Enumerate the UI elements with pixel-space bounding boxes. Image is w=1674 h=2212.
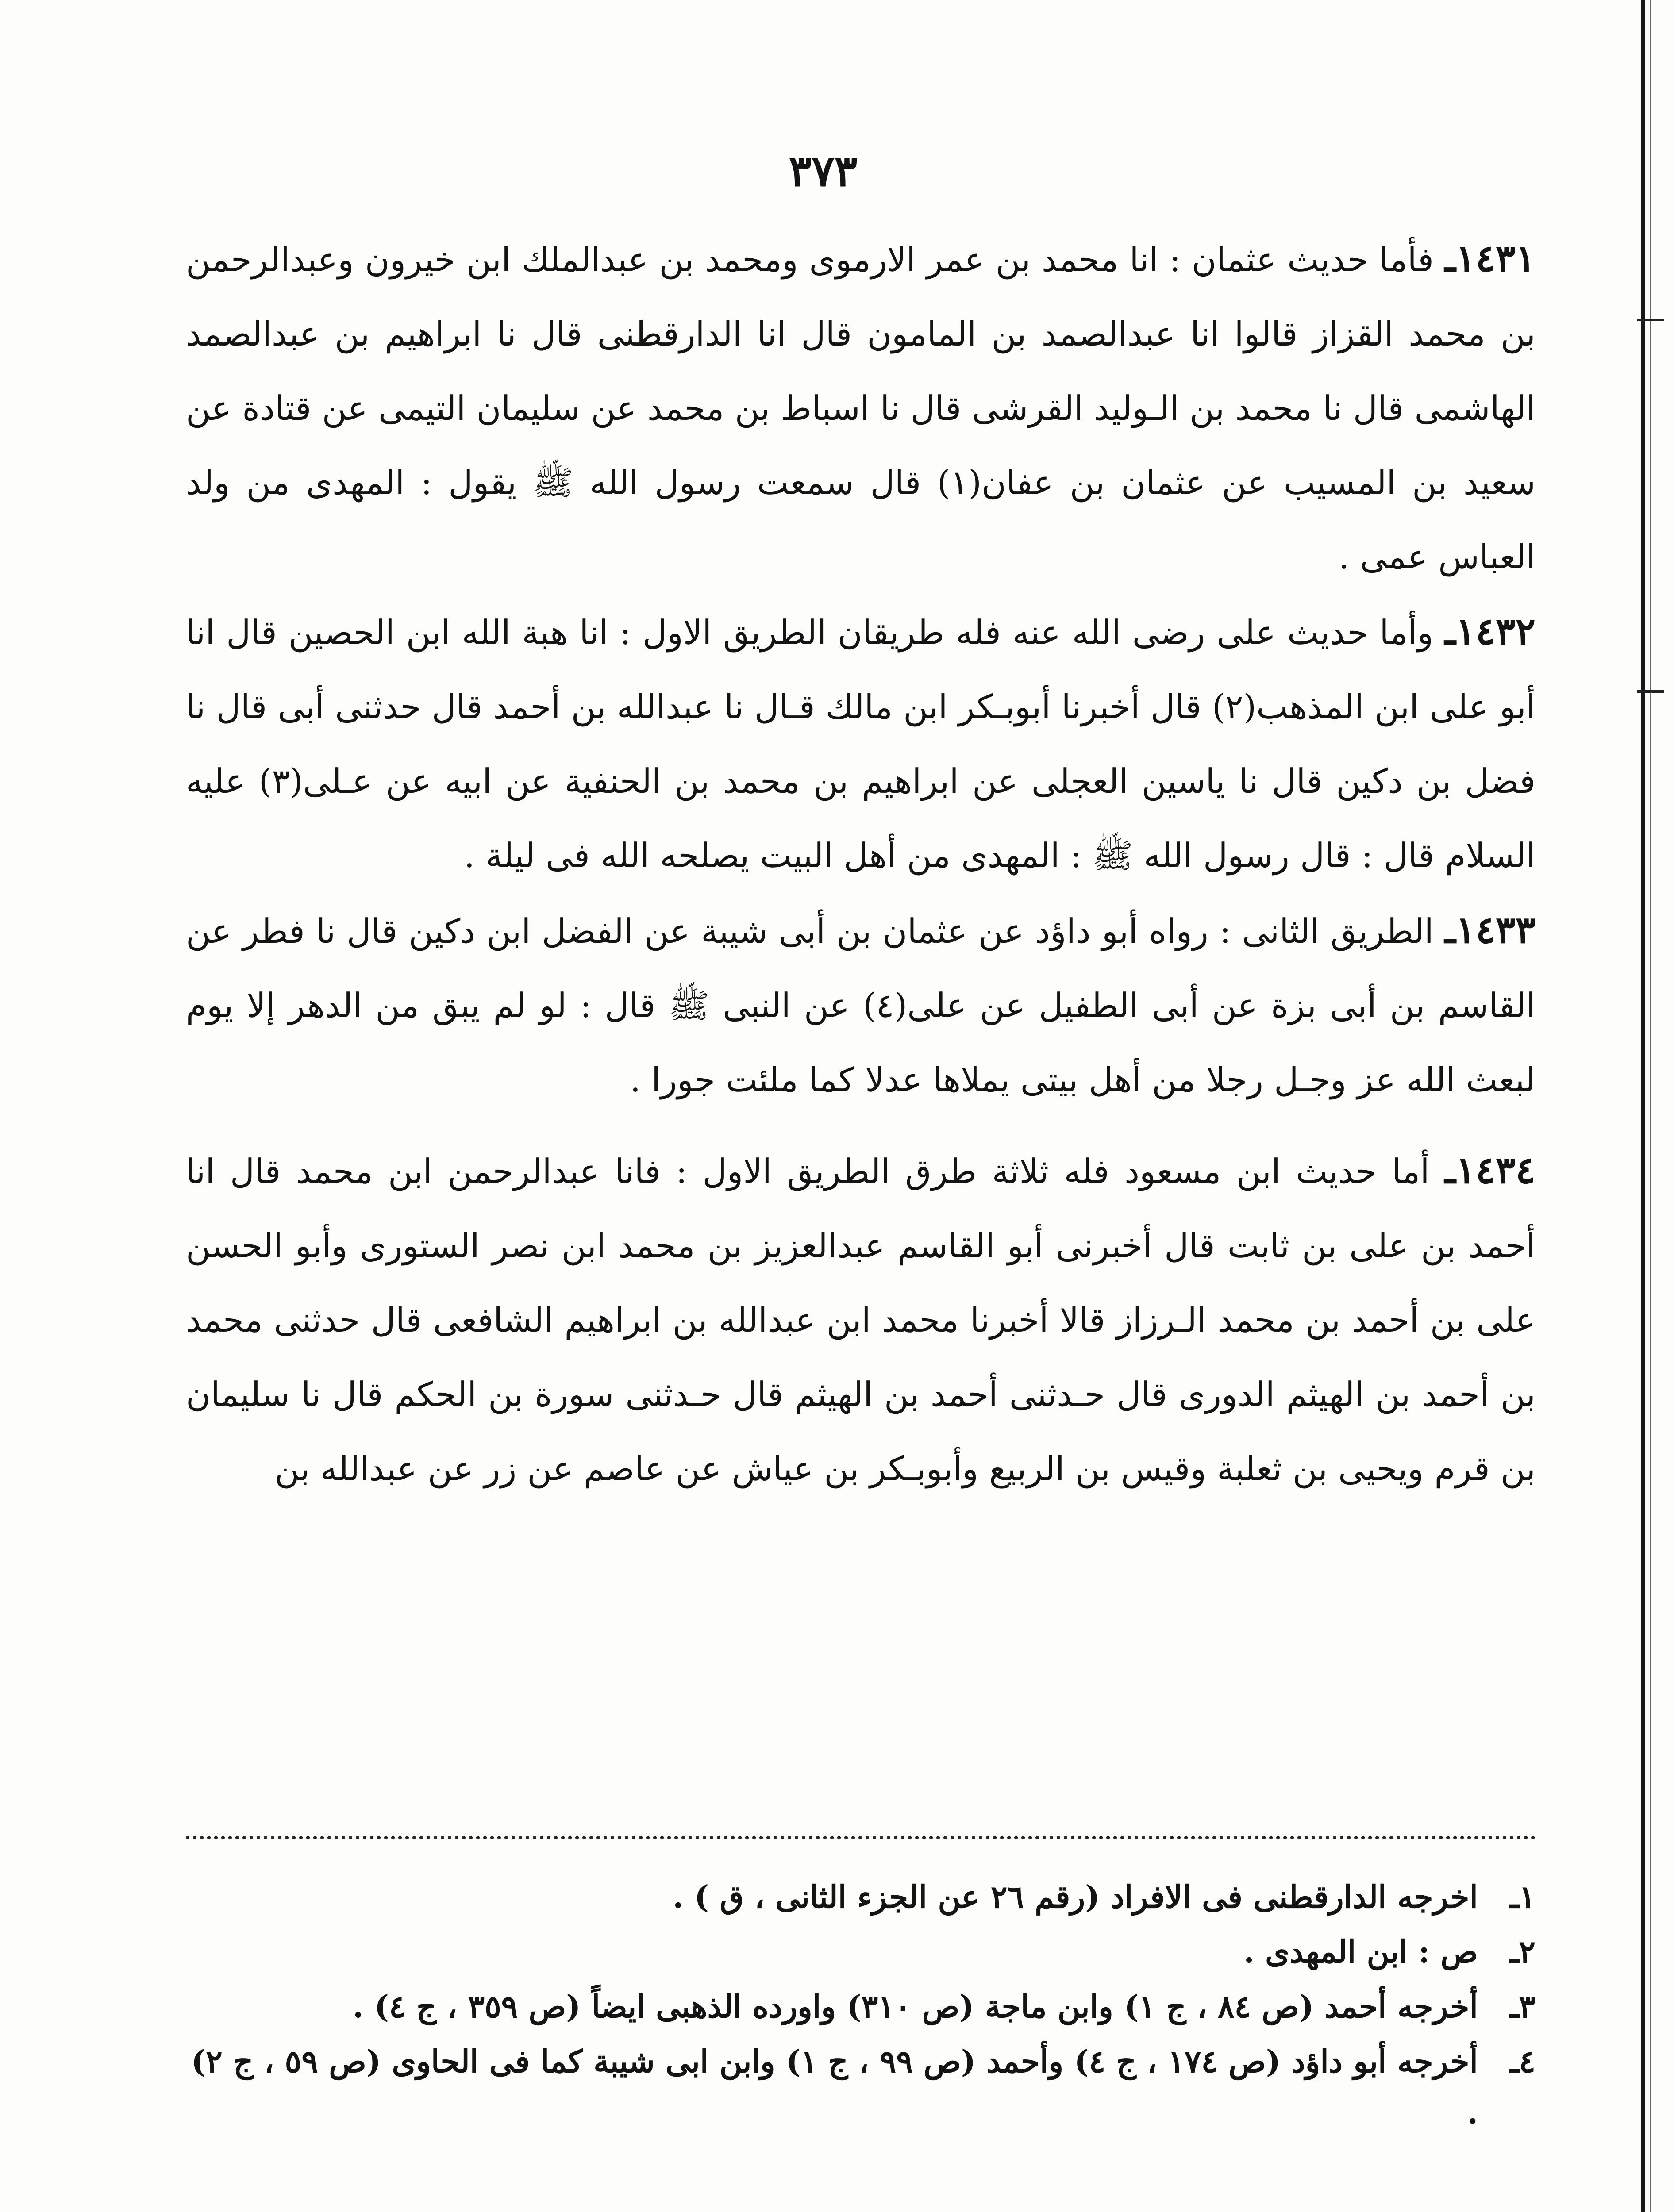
binding-edge [1641, 0, 1645, 2212]
hadith-paragraph-1434 [186, 1133, 1535, 1506]
footnote-text: اخرجه الدارقطنى فى الافراد (رقم ٢٦ عن الجزء الثانى ، ق ) . [673, 1878, 1478, 1915]
edge-mark [1637, 319, 1664, 321]
binding-edge-shadow [1650, 0, 1651, 2212]
footnote-number: ٢ـ [1509, 1933, 1535, 1970]
footnotes [186, 1871, 1535, 2142]
footnote-1 [186, 1871, 1535, 1923]
footnote-text: أخرجه أبو داؤد (ص ١٧٤ ، ج ٤) وأحمد (ص ٩٩ ، ج ١) وابن ابى شيبة كما فى الحاوى (ص ٥٩ ، ج ٢) . [191, 2043, 1478, 2131]
paragraph-text: الطريق الثانى : رواه أبو داؤد عن عثمان بن أبى شيبة عن الفضل ابن دكين قال نا فطر عن القاسم بن أبى بزة عن أبى الطفيل عن على(٤) عن النبى ﷺ قال : لو لم يبق من الدهر إلا يوم لبعث الله عز وجـل رجلا من أهل بيتى يملاها عدلا كما ملئت جورا . [186, 911, 1535, 1099]
paragraph-text: وأما حديث على رضى الله عنه فله طريقان الطريق الاول : انا هبة الله ابن الحصين قال انا أبو على ابن المذهب(٢) قال أخبرنا أبوبـكر ابن مالك قـال نا عبدالله بن أحمد قال حدثنى أبى قال نا فضل بن دكين قال نا ياسين العجلى عن ابراهيم بن محمد بن الحنفية عن ابيه عن عـلى(٣) عليه السلام قال : قال رسول الله ﷺ : المهدى من أهل البيت يصلحه الله فى ليلة . [186, 613, 1536, 875]
hadith-paragraph-1431 [186, 221, 1535, 594]
hadith-paragraph-1433 [186, 893, 1535, 1117]
paragraph-number: ١٤٣١ـ [1444, 236, 1535, 280]
footnote-4 [186, 2036, 1535, 2139]
paragraph-number: ١٤٣٣ـ [1444, 908, 1535, 952]
footnote-number: ١ـ [1509, 1878, 1535, 1915]
footnote-number: ٣ـ [1509, 1988, 1535, 2025]
footnote-text: ص : ابن المهدى . [1243, 1933, 1478, 1970]
footnote-2 [186, 1926, 1535, 1978]
paragraph-text: فأما حديث عثمان : انا محمد بن عمر الارموى ومحمد بن عبدالملك ابن خيرون وعبدالرحمن بن محمد القزاز قالوا انا عبدالصمد بن المامون قال انا الدارقطنى قال نا ابراهيم بن عبدالصمد الهاشمى قال نا محمد بن الـوليد القرشى قال نا اسباط بن محمد عن سليمان التيمى عن قتادة عن سعيد بن المسيب عن عثمان بن عفان(١) قال سمعت رسول الله ﷺ يقول : المهدى من ولد العباس عمى . [186, 240, 1536, 576]
footnote-separator [186, 1836, 1535, 1839]
hadith-paragraph-1432 [186, 594, 1535, 893]
edge-mark [1637, 690, 1664, 693]
footnote-number: ٤ـ [1509, 2043, 1535, 2080]
page-number: ٣٧٣ [789, 146, 858, 196]
paragraph-number: ١٤٣٤ـ [1444, 1148, 1535, 1192]
footnote-3 [186, 1981, 1535, 2032]
paragraph-text: أما حديث ابن مسعود فله ثلاثة طرق الطريق الاول : فانا عبدالرحمن ابن محمد قال انا أحمد بن على بن ثابت قال أخبرنى أبو القاسم عبدالعزيز بن محمد ابن نصر الستورى وأبو الحسن على بن أحمد بن محمد الـرزاز قالا أخبرنا محمد ابن عبدالله بن ابراهيم الشافعى قال حدثنى محمد بن أحمد بن الهيثم الدورى قال حـدثنى أحمد بن الهيثم قال حـدثنى سورة بن الحكم قال نا سليمان بن قرم ويحيى بن ثعلبة وقيس بن الربيع وأبوبـكر بن عياش عن عاصم عن زر عن عبدالله بن [186, 1152, 1536, 1488]
footnote-text: أخرجه أحمد (ص ٨٤ ، ج ١) وابن ماجة (ص ٣١٠) واورده الذهبى ايضاً (ص ٣٥٩ ، ج ٤) . [353, 1988, 1478, 2025]
paragraph-number: ١٤٣٢ـ [1444, 609, 1535, 653]
main-text [186, 221, 1535, 1506]
